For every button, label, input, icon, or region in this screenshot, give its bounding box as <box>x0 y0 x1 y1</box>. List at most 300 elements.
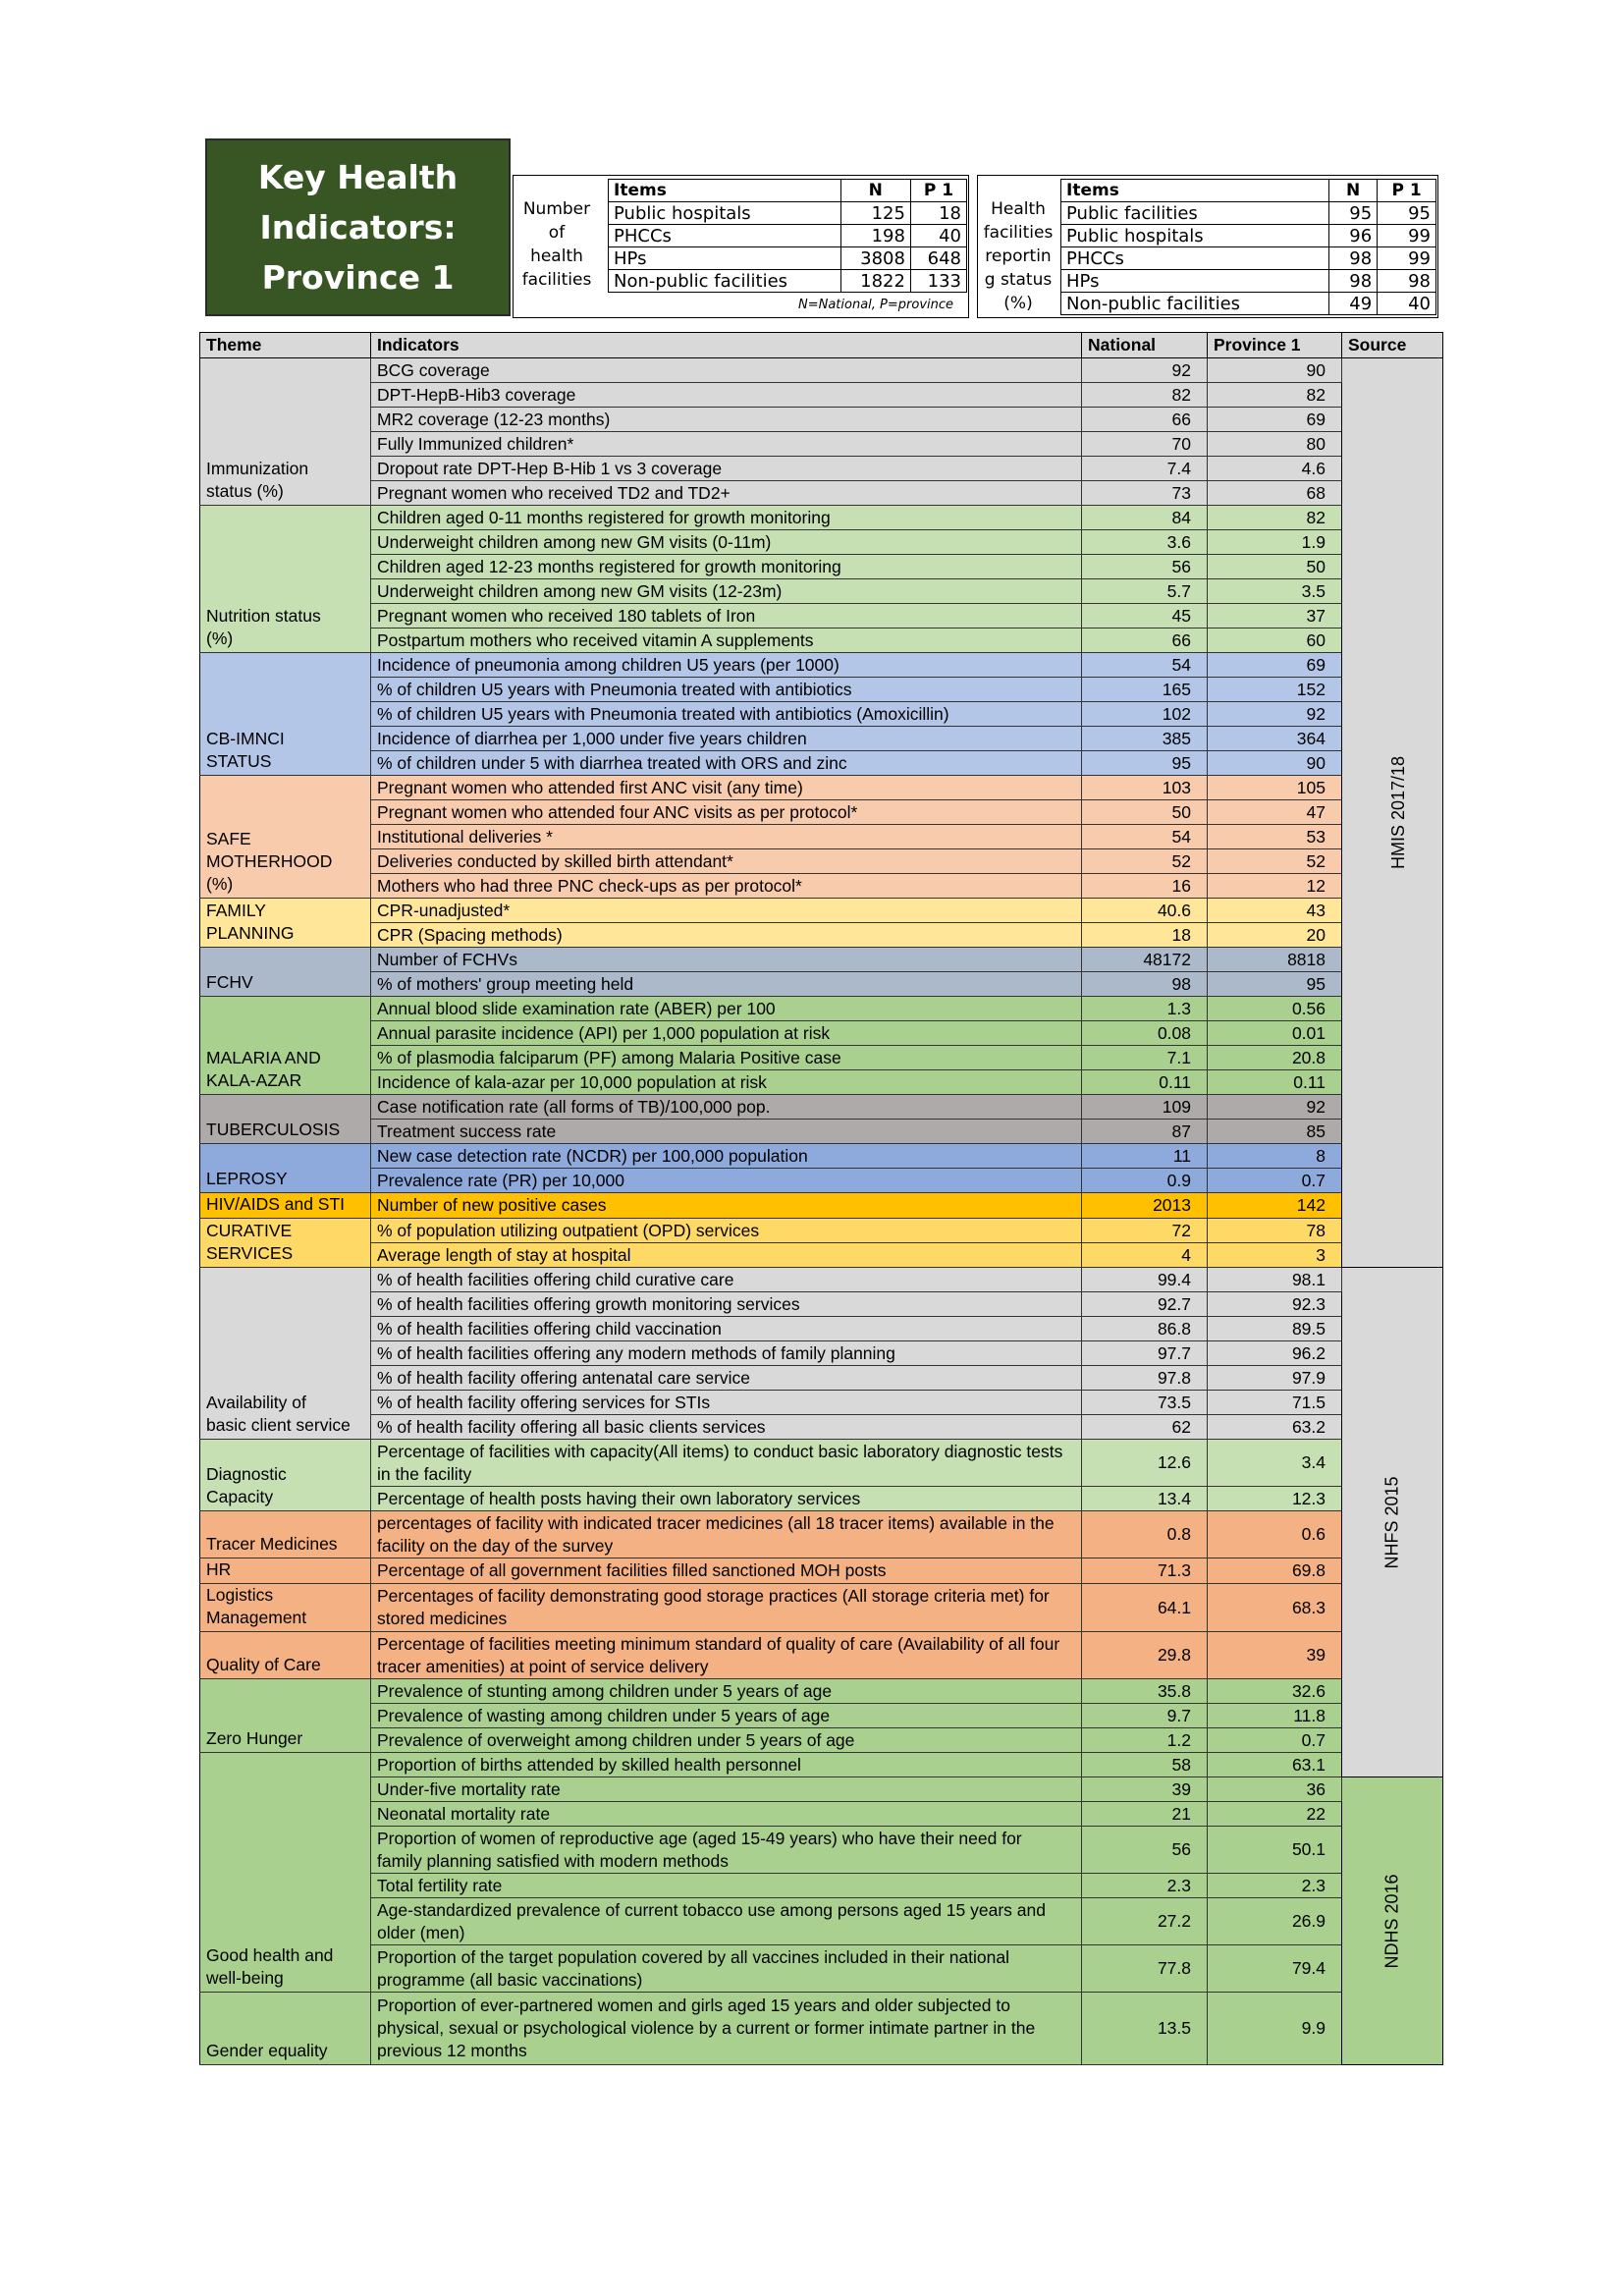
national-value: 7.4 <box>1082 457 1208 481</box>
national-value: 54 <box>1082 825 1208 849</box>
province-value: 2.3 <box>1208 1874 1342 1898</box>
table-row <box>200 874 1443 899</box>
national-value: 95 <box>1082 751 1208 776</box>
province-value: 0.01 <box>1208 1021 1342 1046</box>
table-row <box>200 997 1443 1021</box>
theme-label: LEPROSY <box>206 1169 288 1188</box>
indicator-text: Prevalence rate (PR) per 10,000 <box>377 1170 624 1190</box>
theme-cell <box>200 1268 371 1440</box>
indicator-text: Children aged 12-23 months registered for growth monitoring <box>377 556 841 576</box>
indicator-text: Pregnant women who attended four ANC visits as per protocol* <box>377 801 858 822</box>
indicator-cell <box>371 751 1082 776</box>
table-row <box>200 1679 1443 1704</box>
province-value: 142 <box>1208 1193 1342 1219</box>
table-row <box>200 1120 1443 1144</box>
table-row <box>200 1391 1443 1415</box>
table-row <box>200 825 1443 849</box>
national-value: 97.8 <box>1082 1366 1208 1391</box>
theme-cell <box>200 1558 371 1584</box>
table-row <box>200 702 1443 727</box>
province-value: 69 <box>1208 408 1342 432</box>
province-value: 97.9 <box>1208 1366 1342 1391</box>
indicator-text: Mothers who had three PNC check-ups as per protocol* <box>377 875 802 896</box>
indicator-text: Pregnant women who received 180 tablets of Iron <box>377 605 756 626</box>
province-header: Province 1 <box>1208 333 1342 358</box>
national-value: 86.8 <box>1082 1317 1208 1341</box>
table-row <box>200 1243 1443 1268</box>
indicator-text: Neonatal mortality rate <box>377 1803 551 1824</box>
indicator-cell <box>371 1193 1082 1219</box>
reporting-label: Health facilities reportin g status (%) <box>983 199 1054 313</box>
theme-label: Capacity <box>206 1487 274 1506</box>
indicator-text: Proportion of women of reproductive age (aged 15-49 years) who have their need for <box>377 1828 1022 1848</box>
national-value: 56 <box>1082 555 1208 579</box>
indicator-cell <box>371 1584 1082 1632</box>
reporting-status-box <box>977 175 1438 318</box>
indicator-cell <box>371 1366 1082 1391</box>
indicator-text: tracer amenities) at point of service delivery <box>377 1656 709 1676</box>
national-value: 64.1 <box>1082 1584 1208 1632</box>
indicator-cell <box>371 1317 1082 1341</box>
indicator-text: Prevalence of wasting among children under 5 years of age <box>377 1705 831 1725</box>
province-value: 95 <box>1208 972 1342 997</box>
title-line-3: Province 1 <box>261 258 455 297</box>
table-row <box>200 751 1443 776</box>
indicator-text: facility on the day of the survey <box>377 1535 614 1556</box>
indicator-cell <box>371 1219 1082 1243</box>
province-value: 63.2 <box>1208 1415 1342 1440</box>
theme-label: Tracer Medicines <box>206 1534 338 1554</box>
table-row <box>200 629 1443 653</box>
source-header: Source <box>1342 333 1443 358</box>
indicator-text: Percentage of health posts having their own laboratory services <box>377 1488 861 1508</box>
indicator-cell <box>371 1391 1082 1415</box>
table-row <box>200 1440 1443 1487</box>
theme-label: Immunization <box>206 459 309 478</box>
province-header: P 1 <box>910 180 966 202</box>
national-value: 103 <box>1082 776 1208 800</box>
province-value: 98.1 <box>1208 1268 1342 1292</box>
indicator-cell <box>371 1945 1082 1993</box>
national-value: 40.6 <box>1082 899 1208 923</box>
number-of-facilities-box <box>513 175 969 318</box>
table-row <box>200 923 1443 948</box>
province-value: 0.7 <box>1208 1728 1342 1753</box>
theme-label: MOTHERHOOD <box>206 851 333 871</box>
table-row <box>200 1728 1443 1753</box>
indicator-cell <box>371 1728 1082 1753</box>
province-value: 8 <box>1208 1144 1342 1169</box>
province-value: 0.6 <box>1208 1511 1342 1558</box>
table-row: PHCCs 198 40 <box>609 225 967 247</box>
national-value: 0.9 <box>1082 1169 1208 1193</box>
province-value: 63.1 <box>1208 1753 1342 1777</box>
national-value: 12.6 <box>1082 1440 1208 1487</box>
table-row <box>200 972 1443 997</box>
indicator-cell <box>371 1095 1082 1120</box>
province-value: 53 <box>1208 825 1342 849</box>
indicator-cell <box>371 825 1082 849</box>
indicator-text: CPR (Spacing methods) <box>377 924 563 945</box>
table-row <box>200 506 1443 530</box>
source-cell <box>1342 358 1443 1268</box>
indicator-text: Underweight children among new GM visits (12-23m) <box>377 580 783 601</box>
national-value: 87 <box>1082 1120 1208 1144</box>
table-row <box>200 1415 1443 1440</box>
province-value: 85 <box>1208 1120 1342 1144</box>
table-row <box>200 432 1443 457</box>
indicator-cell <box>371 997 1082 1021</box>
theme-label: (%) <box>206 629 234 648</box>
table-row <box>200 1511 1443 1558</box>
indicators-header: Indicators <box>371 333 1082 358</box>
indicator-cell <box>371 481 1082 506</box>
theme-cell <box>200 1511 371 1558</box>
indicator-text: family planning satisfied with modern methods <box>377 1850 729 1871</box>
indicator-text: New case detection rate (NCDR) per 100,000 population <box>377 1145 808 1166</box>
table-row <box>200 358 1443 383</box>
national-value: 1.2 <box>1082 1728 1208 1753</box>
theme-label: MALARIA AND <box>206 1048 321 1067</box>
national-value: 11 <box>1082 1144 1208 1169</box>
indicator-cell <box>371 358 1082 383</box>
indicator-text: Postpartum mothers who received vitamin A supplements <box>377 629 814 650</box>
table-row <box>200 776 1443 800</box>
indicator-cell <box>371 1679 1082 1704</box>
national-value: 45 <box>1082 604 1208 629</box>
table-row: Public facilities 95 95 <box>1061 202 1436 225</box>
indicator-text: Underweight children among new GM visits (0-11m) <box>377 531 772 552</box>
table-row <box>200 1753 1443 1777</box>
indicator-text: Proportion of ever-partnered women and girls aged 15 years and older subjected to <box>377 1995 1010 2015</box>
province-value: 0.56 <box>1208 997 1342 1021</box>
national-value: 70 <box>1082 432 1208 457</box>
province-value: 1.9 <box>1208 530 1342 555</box>
indicator-text: Pregnant women who attended first ANC visit (any time) <box>377 777 803 797</box>
indicator-text: % of population utilizing outpatient (OPD) services <box>377 1220 760 1240</box>
indicator-text: Institutional deliveries * <box>377 826 553 847</box>
national-value: 13.5 <box>1082 1993 1208 2065</box>
theme-label: STATUS <box>206 751 272 771</box>
national-value: 48172 <box>1082 948 1208 972</box>
province-value: 90 <box>1208 358 1342 383</box>
indicator-cell <box>371 1440 1082 1487</box>
table-row <box>200 1632 1443 1679</box>
theme-label: HIV/AIDS and STI <box>206 1194 346 1214</box>
national-value: 62 <box>1082 1415 1208 1440</box>
indicator-text: Incidence of kala-azar per 10,000 population at risk <box>377 1071 767 1092</box>
province-value: 105 <box>1208 776 1342 800</box>
national-header: National <box>1082 333 1208 358</box>
indicator-text: previous 12 months <box>377 2041 527 2060</box>
indicator-cell <box>371 849 1082 874</box>
national-value: 73.5 <box>1082 1391 1208 1415</box>
theme-cell <box>200 358 371 506</box>
theme-label: Availability of <box>206 1393 306 1412</box>
province-value: 90 <box>1208 751 1342 776</box>
province-value: 78 <box>1208 1219 1342 1243</box>
indicator-text: % of health facilities offering any modern methods of family planning <box>377 1342 895 1363</box>
national-value: 4 <box>1082 1243 1208 1268</box>
table-row <box>200 1827 1443 1874</box>
indicator-cell <box>371 923 1082 948</box>
province-value: 69.8 <box>1208 1558 1342 1584</box>
indicator-cell <box>371 1487 1082 1511</box>
table-row <box>200 1584 1443 1632</box>
indicator-cell <box>371 1827 1082 1874</box>
province-value: 12.3 <box>1208 1487 1342 1511</box>
source-label: NDHS 2016 <box>1381 1873 1402 1969</box>
province-value: 9.9 <box>1208 1993 1342 2065</box>
indicator-cell <box>371 555 1082 579</box>
province-value: 152 <box>1208 678 1342 702</box>
indicator-cell <box>371 776 1082 800</box>
national-value: 109 <box>1082 1095 1208 1120</box>
table-row <box>200 1898 1443 1945</box>
theme-header: Theme <box>200 333 371 358</box>
national-value: 99.4 <box>1082 1268 1208 1292</box>
indicator-text: % of health facility offering antenatal care service <box>377 1367 751 1388</box>
table-row: Non-public facilities 1822 133 <box>609 270 967 293</box>
theme-cell <box>200 1632 371 1679</box>
indicator-text: % of health facilities offering child curative care <box>377 1269 734 1289</box>
province-value: 11.8 <box>1208 1704 1342 1728</box>
table-row <box>200 849 1443 874</box>
indicator-text: Fully Immunized children* <box>377 433 574 454</box>
theme-cell <box>200 1993 371 2065</box>
indicator-text: Proportion of births attended by skilled health personnel <box>377 1754 801 1775</box>
indicator-text: Dropout rate DPT-Hep B-Hib 1 vs 3 coverage <box>377 458 723 478</box>
national-value: 18 <box>1082 923 1208 948</box>
indicator-cell <box>371 727 1082 751</box>
theme-label: KALA-AZAR <box>206 1070 302 1090</box>
indicator-text: DPT-HepB-Hib3 coverage <box>377 384 576 405</box>
national-value: 98 <box>1082 972 1208 997</box>
national-value: 7.1 <box>1082 1046 1208 1070</box>
province-value: 71.5 <box>1208 1391 1342 1415</box>
province-value: 4.6 <box>1208 457 1342 481</box>
national-value: 2.3 <box>1082 1874 1208 1898</box>
indicator-text: % of health facility offering all basic clients services <box>377 1416 766 1437</box>
table-row: Public hospitals 96 99 <box>1061 225 1436 247</box>
indicator-text: programme (all basic vaccinations) <box>377 1969 643 1990</box>
indicator-text: Prevalence of overweight among children under 5 years of age <box>377 1729 855 1750</box>
theme-label: (%) <box>206 874 234 894</box>
table-row <box>200 1777 1443 1802</box>
header-row <box>200 333 1443 358</box>
province-value: 8818 <box>1208 948 1342 972</box>
indicator-text: Annual parasite incidence (API) per 1,000 population at risk <box>377 1022 831 1043</box>
theme-label: Zero Hunger <box>206 1728 303 1748</box>
theme-label: well-being <box>206 1968 284 1988</box>
table-row <box>200 1292 1443 1317</box>
facilities-label: Number of health facilities <box>521 199 592 290</box>
province-value: 20 <box>1208 923 1342 948</box>
indicator-cell <box>371 1046 1082 1070</box>
table-row <box>200 1317 1443 1341</box>
indicator-cell <box>371 1704 1082 1728</box>
indicator-text: BCG coverage <box>377 359 490 380</box>
indicator-cell <box>371 432 1082 457</box>
title-line-1: Key Health <box>257 158 459 196</box>
indicator-text: Proportion of the target population covered by all vaccines included in their national <box>377 1946 1010 1967</box>
table-row <box>200 604 1443 629</box>
table-row <box>200 1169 1443 1193</box>
province-value: 3 <box>1208 1243 1342 1268</box>
theme-cell <box>200 1753 371 1993</box>
theme-cell <box>200 1440 371 1511</box>
national-value: 16 <box>1082 874 1208 899</box>
province-value: 82 <box>1208 383 1342 408</box>
indicator-cell <box>371 800 1082 825</box>
indicator-cell <box>371 1993 1082 2065</box>
indicator-cell <box>371 1874 1082 1898</box>
indicator-cell <box>371 702 1082 727</box>
source-label: HMIS 2017/18 <box>1388 755 1409 870</box>
indicator-cell <box>371 972 1082 997</box>
indicator-cell <box>371 457 1082 481</box>
table-row <box>200 579 1443 604</box>
province-value: 47 <box>1208 800 1342 825</box>
theme-cell <box>200 653 371 776</box>
indicator-text: older (men) <box>377 1922 465 1942</box>
national-value: 72 <box>1082 1219 1208 1243</box>
national-value: 385 <box>1082 727 1208 751</box>
indicator-cell <box>371 530 1082 555</box>
national-value: 52 <box>1082 849 1208 874</box>
province-value: 22 <box>1208 1802 1342 1827</box>
province-value: 92.3 <box>1208 1292 1342 1317</box>
table-row <box>200 1095 1443 1120</box>
national-value: 165 <box>1082 678 1208 702</box>
title-banner <box>205 138 511 316</box>
theme-label: SAFE <box>206 829 251 848</box>
theme-cell <box>200 1193 371 1219</box>
indicator-cell <box>371 1632 1082 1679</box>
source-cell <box>1342 1777 1443 2065</box>
indicator-cell <box>371 1120 1082 1144</box>
indicator-text: Pregnant women who received TD2 and TD2+ <box>377 482 731 503</box>
national-value: 66 <box>1082 408 1208 432</box>
indicator-text: % of plasmodia falciparum (PF) among Malaria Positive case <box>377 1047 841 1067</box>
indicator-cell <box>371 1169 1082 1193</box>
indicator-cell <box>371 874 1082 899</box>
indicator-text: Incidence of pneumonia among children U5 years (per 1000) <box>377 654 839 675</box>
table-row <box>200 1021 1443 1046</box>
table-row <box>200 457 1443 481</box>
national-value: 27.2 <box>1082 1898 1208 1945</box>
indicator-text: stored medicines <box>377 1609 508 1628</box>
table-row <box>200 1366 1443 1391</box>
national-value: 92 <box>1082 358 1208 383</box>
province-value: 364 <box>1208 727 1342 751</box>
province-value: 50.1 <box>1208 1827 1342 1874</box>
indicator-cell <box>371 1753 1082 1777</box>
title-line-2: Indicators: <box>259 208 457 246</box>
table-row <box>200 899 1443 923</box>
theme-label: Quality of Care <box>206 1655 321 1674</box>
indicator-text: Prevalence of stunting among children under 5 years of age <box>377 1680 833 1701</box>
indicator-text: Percentage of facilities with capacity(All items) to conduct basic laboratory diagnostic tests <box>377 1441 1063 1461</box>
theme-cell <box>200 997 371 1095</box>
indicator-text: % of health facilities offering growth monitoring services <box>377 1293 800 1314</box>
indicator-text: Percentage of facilities meeting minimum standard of quality of care (Availability of all four <box>377 1633 1060 1654</box>
theme-label: Diagnostic <box>206 1464 287 1484</box>
province-value: 50 <box>1208 555 1342 579</box>
table-row <box>200 383 1443 408</box>
national-value: 0.11 <box>1082 1070 1208 1095</box>
province-value: 92 <box>1208 702 1342 727</box>
indicator-text: percentages of facility with indicated tracer medicines (all 18 tracer items) available in the <box>377 1512 1055 1533</box>
national-value: 2013 <box>1082 1193 1208 1219</box>
indicator-text: Number of FCHVs <box>377 949 517 969</box>
theme-label: CB-IMNCI <box>206 729 285 748</box>
province-value: 60 <box>1208 629 1342 653</box>
table-row <box>200 800 1443 825</box>
table-row <box>200 481 1443 506</box>
indicator-text: Annual blood slide examination rate (ABER) per 100 <box>377 998 776 1018</box>
national-value: 50 <box>1082 800 1208 825</box>
theme-label: TUBERCULOSIS <box>206 1120 341 1139</box>
table-row <box>200 408 1443 432</box>
indicator-cell <box>371 653 1082 678</box>
table-row <box>200 1487 1443 1511</box>
table-row <box>200 948 1443 972</box>
province-value: 36 <box>1208 1777 1342 1802</box>
indicator-text: in the facility <box>377 1463 472 1484</box>
theme-cell <box>200 899 371 948</box>
indicators-table <box>199 332 1443 2065</box>
indicator-cell <box>371 1292 1082 1317</box>
theme-label: Good health and <box>206 1945 334 1965</box>
indicator-text: Children aged 0-11 months registered for growth monitoring <box>377 507 831 527</box>
table-row <box>200 678 1443 702</box>
national-value: 77.8 <box>1082 1945 1208 1993</box>
table-row <box>200 530 1443 555</box>
province-value: 52 <box>1208 849 1342 874</box>
indicator-cell <box>371 1070 1082 1095</box>
national-value: 3.6 <box>1082 530 1208 555</box>
indicator-cell <box>371 506 1082 530</box>
theme-label: HR <box>206 1559 232 1579</box>
indicator-cell <box>371 899 1082 923</box>
national-header: N <box>1328 180 1377 202</box>
indicator-cell <box>371 678 1082 702</box>
national-value: 0.8 <box>1082 1511 1208 1558</box>
reporting-table <box>1060 179 1436 315</box>
indicator-text: % of children under 5 with diarrhea treated with ORS and zinc <box>377 752 847 773</box>
national-value: 58 <box>1082 1753 1208 1777</box>
indicator-cell <box>371 1243 1082 1268</box>
theme-label: PLANNING <box>206 923 295 943</box>
indicator-text: Under-five mortality rate <box>377 1778 561 1799</box>
province-value: 0.11 <box>1208 1070 1342 1095</box>
indicator-text: physical, sexual or psychological violence by a current or former intimate partner in the <box>377 2018 1036 2038</box>
indicator-text: Percentage of all government facilities filled sanctioned MOH posts <box>377 1560 887 1580</box>
theme-cell <box>200 776 371 899</box>
indicator-text: % of health facilities offering child vaccination <box>377 1318 722 1339</box>
theme-label: FCHV <box>206 972 253 992</box>
province-value: 89.5 <box>1208 1317 1342 1341</box>
items-header: Items <box>609 180 841 202</box>
province-value: 39 <box>1208 1632 1342 1679</box>
indicator-text: % of health facility offering services for STIs <box>377 1392 711 1412</box>
province-value: 20.8 <box>1208 1046 1342 1070</box>
facilities-table <box>608 179 967 293</box>
national-value: 0.08 <box>1082 1021 1208 1046</box>
indicator-cell <box>371 1341 1082 1366</box>
theme-label: SERVICES <box>206 1243 294 1263</box>
